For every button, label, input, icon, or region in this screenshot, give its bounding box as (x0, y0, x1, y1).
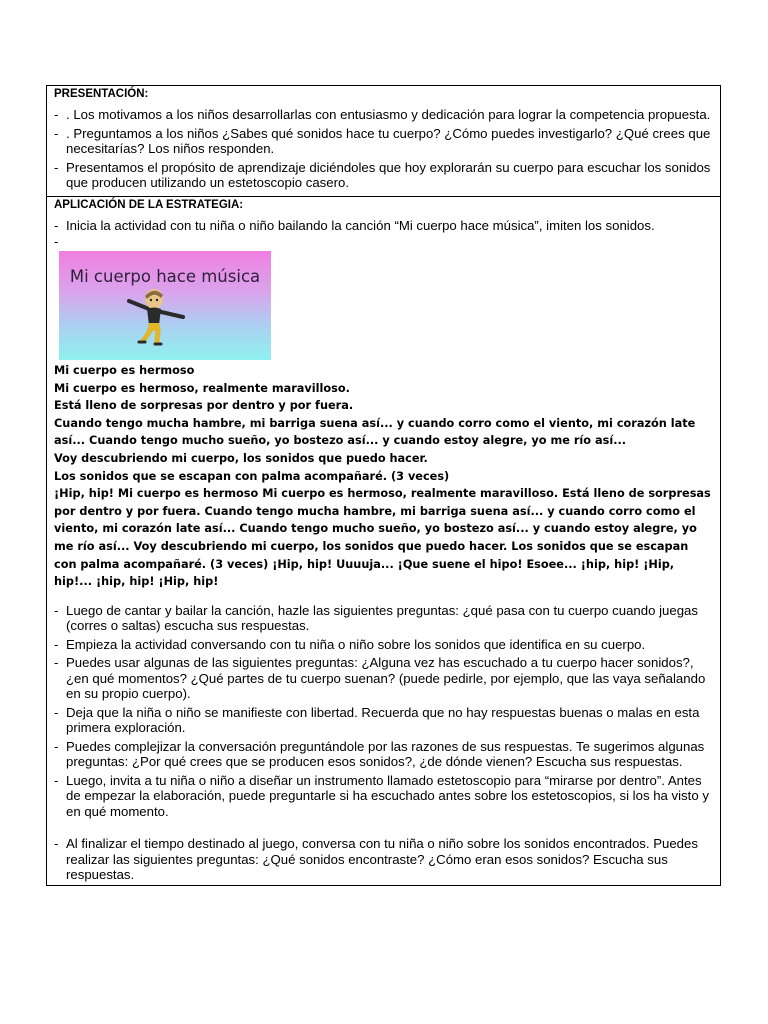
list-item: - Al finalizar el tiempo destinado al juego, conversa con tu niña o niño sobre los sonidos encontrados. Puedes realizar las siguientes preguntas: ¿Qué sonidos encontraste? ¿Cómo eran esos sonidos? Escucha sus respuestas. (54, 836, 713, 883)
presentacion-list (54, 107, 713, 191)
list-item: - Deja que la niña o niño se manifieste con libertad. Recuerda que no hay respuestas buenas o malas en esta primera exploración. (54, 705, 713, 736)
lyrics-line: Los sonidos que se escapan con palma acompañaré. (3 veces) (54, 469, 450, 483)
lesson-table (46, 85, 721, 886)
list-item: - Presentamos el propósito de aprendizaje diciéndoles que hoy explorarán su cuerpo para escuchar los sonidos que producen utilizando un estetoscopio casero. (54, 160, 713, 191)
list-item: - Puedes usar algunas de las siguientes preguntas: ¿Alguna vez has escuchado a tu cuerpo hacer sonidos?, ¿en qué momentos? ¿Qué partes de tu cuerpo suenan? (puede pedirle, por ejemplo, que las vaya señalando en su propio cuerpo). (54, 655, 713, 702)
song-image-title: Mi cuerpo hace música (69, 267, 261, 286)
lyrics-line: Cuando tengo mucha hambre, mi barriga suena así... y cuando corro como el viento, mi corazón late así... Cuando tengo mucho sueño, yo bostezo así... y cuando estoy alegre, yo me río así... (54, 416, 696, 448)
presentacion-heading: PRESENTACIÓN: (54, 88, 149, 100)
lyrics-line: ¡Hip, hip! Mi cuerpo es hermoso Mi cuerpo es hermoso, realmente maravilloso. Está lleno de sorpresas por dentro y por fuera. Cuando tengo mucha hambre, mi barriga suena así... y cuando corro como el viento, mi corazón late así... Cuando tengo mucho sueño, yo bostezo así... y cuando estoy alegre, yo me río así... Voy descubriendo mi cuerpo, los sonidos que puedo hacer. Los sonidos que se escapan con palma acompañaré. (3 veces) ¡Hip, hip! Uuuuja... ¡Que suene el hipo! Esoee... ¡hip, hip! ¡Hip, hip!... ¡hip, hip! ¡Hip, hip! (54, 487, 711, 589)
song-lyrics (54, 362, 713, 591)
list-item: - Puedes complejizar la conversación preguntándole por las razones de sus respuestas. Te sugerimos algunas preguntas: ¿Por qué crees que se producen esos sonidos?, ¿de dónde vienen? Escucha sus respuestas. (54, 739, 713, 770)
list-item: - Luego de cantar y bailar la canción, hazle las siguientes preguntas: ¿qué pasa con tu cuerpo cuando juegas (corres o saltas) escucha sus respuestas. (54, 603, 713, 634)
lyrics-line: Mi cuerpo es hermoso, realmente maravilloso. (54, 381, 350, 395)
lyrics-line: Está lleno de sorpresas por dentro y por fuera. (54, 399, 354, 413)
list-item: - . Los motivamos a los niños desarrollarlas con entusiasmo y dedicación para lograr la competencia propuesta. (54, 107, 713, 123)
lyrics-line: Mi cuerpo es hermoso (54, 364, 195, 377)
list-item: - Empieza la actividad conversando con tu niña o niño sobre los sonidos que identifica en su cuerpo. (54, 637, 713, 653)
aplicacion-section (47, 196, 720, 885)
list-item: - . Preguntamos a los niños ¿Sabes qué sonidos hace tu cuerpo? ¿Cómo puedes investigarlo? ¿Qué crees que necesitarías? Los niños responden. (54, 126, 713, 157)
list-item: - Inicia la actividad con tu niña o niño bailando la canción “Mi cuerpo hace música”, imiten los sonidos. (54, 218, 713, 234)
empty-bullet: - (54, 234, 59, 249)
lyrics-line: Voy descubriendo mi cuerpo, los sonidos que puedo hacer. (54, 451, 428, 465)
dancing-character-illustration (121, 285, 191, 347)
aplicacion-list (54, 603, 713, 820)
aplicacion-heading: APLICACIÓN DE LA ESTRATEGIA: (54, 198, 244, 211)
aplicacion-closing-list (54, 836, 713, 883)
aplicacion-intro-list (54, 218, 713, 234)
song-image (59, 251, 271, 360)
list-item: - Luego, invita a tu niña o niño a diseñar un instrumento llamado estetoscopio para “mirarse por dentro”. Antes de empezar la elaboración, puede preguntarle si ha escuchado antes sobre los estetoscopios, si los ha visto y en qué momento. (54, 773, 713, 820)
presentacion-section (47, 86, 720, 196)
